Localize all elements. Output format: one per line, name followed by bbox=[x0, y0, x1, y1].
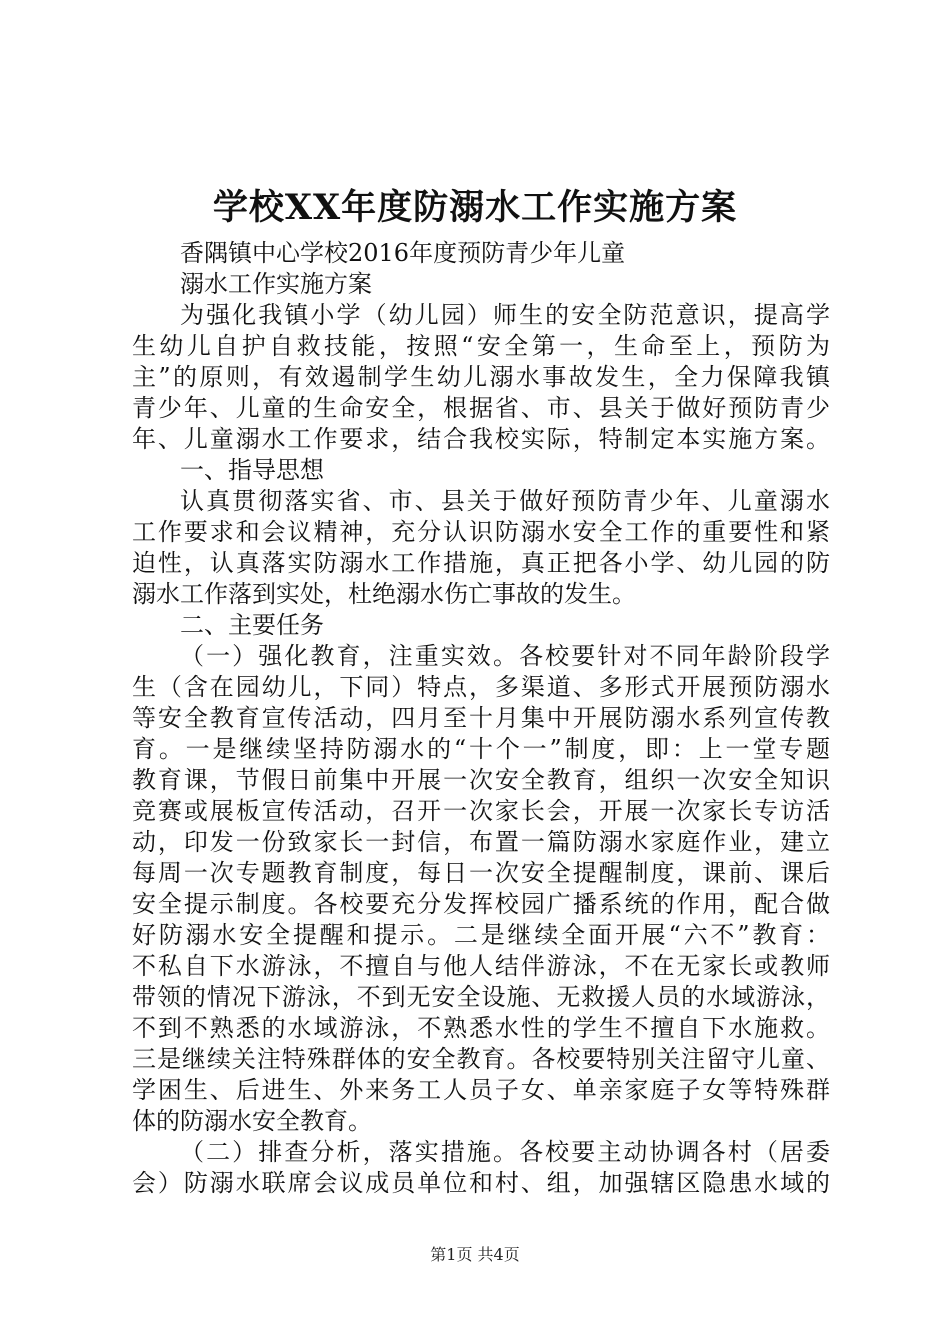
body-line: 工作要求和会议精神，充分认识防溺水安全工作的重要性和紧 bbox=[132, 518, 832, 546]
document-body bbox=[132, 238, 834, 1199]
body-line: 主”的原则，有效遏制学生幼儿溺水事故发生，全力保障我镇 bbox=[132, 363, 833, 391]
body-line: 不到不熟悉的水域游泳，不熟悉水性的学生不擅自下水施救。 bbox=[132, 1014, 832, 1042]
body-line: 体的防溺水安全教育。 bbox=[132, 1107, 372, 1135]
body-line: 青少年、儿童的生命安全，根据省、市、县关于做好预防青少 bbox=[132, 394, 832, 422]
body-line: 教育课，节假日前集中开展一次安全教育，组织一次安全知识 bbox=[132, 766, 832, 794]
body-line: 育。一是继续坚持防溺水的“十个一”制度，即：上一堂专题 bbox=[132, 735, 833, 763]
body-line: 等安全教育宣传活动，四月至十月集中开展防溺水系列宣传教 bbox=[132, 704, 832, 732]
body-line: 二、主要任务 bbox=[180, 611, 324, 639]
body-line: 安全提示制度。各校要充分发挥校园广播系统的作用，配合做 bbox=[132, 890, 832, 918]
body-line: 每周一次专题教育制度，每日一次安全提醒制度，课前、课后 bbox=[132, 859, 832, 887]
body-line: 认真贯彻落实省、市、县关于做好预防青少年、儿童溺水 bbox=[180, 487, 833, 515]
body-line: 迫性，认真落实防溺水工作措施，真正把各小学、幼儿园的防 bbox=[132, 549, 832, 577]
body-line: 会）防溺水联席会议成员单位和村、组，加强辖区隐患水域的 bbox=[132, 1169, 832, 1197]
body-line: 三是继续关注特殊群体的安全教育。各校要特别关注留守儿童、 bbox=[132, 1045, 831, 1073]
body-line: 溺水工作实施方案 bbox=[180, 270, 372, 298]
body-line: 动，印发一份致家长一封信，布置一篇防溺水家庭作业，建立 bbox=[132, 828, 832, 856]
body-line: 香隅镇中心学校2016年度预防青少年儿童 bbox=[180, 239, 626, 267]
body-line: 带领的情况下游泳，不到无安全设施、无救援人员的水域游泳， bbox=[132, 983, 831, 1011]
document-title: 学校XX年度防溺水工作实施方案 bbox=[212, 187, 738, 228]
body-line: （一）强化教育，注重实效。各校要针对不同年龄阶段学 bbox=[180, 642, 833, 670]
body-line: 好防溺水安全提醒和提示。二是继续全面开展“六不”教育： bbox=[132, 921, 833, 949]
page-footer: 第1页 共4页 bbox=[430, 1245, 520, 1264]
body-line: （二）排查分析，落实措施。各校要主动协调各村（居委 bbox=[180, 1138, 833, 1166]
body-line: 溺水工作落到实处，杜绝溺水伤亡事故的发生。 bbox=[132, 580, 636, 608]
body-line: 竞赛或展板宣传活动，召开一次家长会，开展一次家长专访活 bbox=[132, 797, 832, 825]
body-line: 年、儿童溺水工作要求，结合我校实际，特制定本实施方案。 bbox=[132, 425, 832, 453]
body-line: 生（含在园幼儿，下同）特点，多渠道、多形式开展预防溺水 bbox=[132, 673, 832, 701]
body-line: 不私自下水游泳，不擅自与他人结伴游泳，不在无家长或教师 bbox=[132, 952, 832, 980]
body-line: 生幼儿自护自救技能，按照“安全第一，生命至上，预防为 bbox=[132, 332, 834, 360]
body-line: 一、指导思想 bbox=[180, 456, 324, 484]
body-line: 为强化我镇小学（幼儿园）师生的安全防范意识，提高学 bbox=[180, 301, 833, 329]
body-line: 学困生、后进生、外来务工人员子女、单亲家庭子女等特殊群 bbox=[132, 1076, 832, 1104]
